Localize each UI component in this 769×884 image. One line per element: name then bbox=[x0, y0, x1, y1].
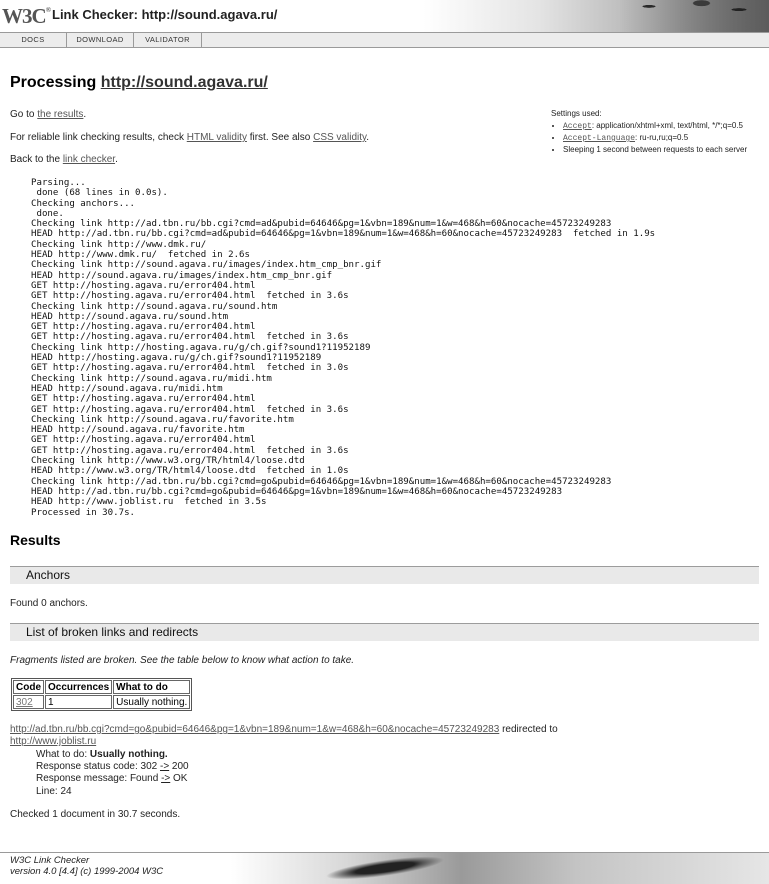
log-line: Checking link http://www.dmk.ru/ bbox=[31, 239, 207, 250]
log-line: Checking anchors... bbox=[31, 198, 136, 209]
log-line: Checking link http://sound.agava.ru/sound.htm bbox=[31, 301, 278, 312]
code-302-link[interactable]: 302 bbox=[16, 696, 33, 708]
processing-url-link[interactable]: http://sound.agava.ru/ bbox=[100, 74, 268, 91]
settings-language bbox=[563, 133, 769, 143]
footer bbox=[0, 852, 769, 884]
back-suffix: . bbox=[115, 154, 118, 165]
message-label: Response message: Found bbox=[36, 773, 162, 785]
redirect-mid-text: redirected to bbox=[499, 724, 558, 735]
status-arrow: -> bbox=[159, 761, 170, 773]
what-to-do-label: What to do: bbox=[36, 749, 90, 760]
status-label: Response status code: 302 bbox=[36, 761, 160, 773]
log-line: Checking link http://ad.tbn.ru/bb.cgi?cmd=ad&pubid=64646&pg=1&vbn=189&num=1&w=468&h=60&nocache=45723249283 bbox=[31, 219, 612, 230]
w3c-logo-text: W3C bbox=[2, 4, 46, 28]
footer-line-2: version 4.0 [4.4] (c) 1999-2004 W3C bbox=[10, 866, 164, 877]
log-line: HEAD http://www.joblist.ru fetched in 3.5s bbox=[31, 497, 267, 508]
reliable-mid: first. See also bbox=[246, 132, 314, 143]
the-results-link[interactable]: the results bbox=[37, 109, 84, 120]
nav-validator[interactable]: VALIDATOR bbox=[134, 33, 202, 47]
line-number: Line: 24 bbox=[36, 785, 72, 797]
log-line: HEAD http://sound.agava.ru/images/index.htm_cmp_bnr.gif bbox=[31, 270, 333, 281]
redirect-from-link[interactable]: http://ad.tbn.ru/bb.cgi?cmd=go&pubid=64646&pg=1&vbn=189&num=1&w=468&h=60&nocache=45723249283 bbox=[10, 724, 500, 735]
table-row bbox=[13, 695, 190, 709]
goto-results-text bbox=[10, 109, 86, 120]
css-validity-link[interactable]: CSS validity bbox=[313, 132, 367, 143]
reliable-prefix: For reliable link checking results, check bbox=[10, 132, 187, 143]
response-message-line bbox=[36, 773, 189, 785]
reliable-suffix: . bbox=[366, 132, 370, 143]
log-line: Checking link http://hosting.agava.ru/g/ch.gif?sound1?11952189 bbox=[31, 342, 371, 353]
log-line: Checking link http://sound.agava.ru/images/index.htm_cmp_bnr.gif bbox=[31, 260, 382, 271]
log-line: GET http://hosting.agava.ru/error404.html bbox=[31, 280, 256, 291]
log-line: GET http://hosting.agava.ru/error404.html bbox=[31, 394, 256, 405]
message-value: OK bbox=[170, 773, 188, 785]
w3c-logo[interactable] bbox=[2, 3, 50, 29]
cell-code bbox=[13, 695, 44, 709]
log-line: GET http://hosting.agava.ru/error404.html bbox=[31, 322, 256, 333]
nav-download[interactable]: DOWNLOAD bbox=[67, 33, 134, 47]
header-occurrences: Occurrences bbox=[45, 680, 112, 694]
validity-text bbox=[10, 132, 369, 143]
redirect-to-link[interactable]: http://www.joblist.ru bbox=[10, 736, 97, 747]
link-checker-link[interactable]: link checker bbox=[62, 154, 116, 165]
status-value: 200 bbox=[169, 761, 189, 773]
broken-links-section-header: List of broken links and redirects bbox=[10, 623, 759, 641]
log-line: HEAD http://www.dmk.ru/ fetched in 2.6s bbox=[31, 250, 250, 261]
progress-log bbox=[31, 178, 769, 518]
footer-text bbox=[10, 855, 163, 877]
log-line: HEAD http://hosting.agava.ru/g/ch.gif?sound1?11952189 bbox=[31, 353, 322, 364]
header-banner bbox=[0, 0, 769, 32]
header-trees-image bbox=[619, 0, 769, 32]
language-value: : ru-ru,ru;q=0.5 bbox=[635, 133, 689, 142]
page-header-title: Link Checker: http://sound.agava.ru/ bbox=[52, 7, 278, 22]
nav-bar bbox=[0, 32, 769, 48]
anchors-section-header: Anchors bbox=[10, 566, 759, 584]
message-arrow: -> bbox=[161, 773, 171, 785]
goto-suffix: . bbox=[83, 109, 87, 120]
log-line: HEAD http://www.w3.org/TR/html4/loose.dtd fetched in 1.0s bbox=[31, 466, 349, 477]
log-line: GET http://hosting.agava.ru/error404.html fetched in 3.0s bbox=[31, 363, 349, 374]
log-line: GET http://hosting.agava.ru/error404.html fetched in 3.6s bbox=[31, 332, 349, 343]
accept-value: : application/xhtml+xml, text/html, */*;q=0.5 bbox=[591, 121, 743, 130]
log-line: HEAD http://sound.agava.ru/midi.htm bbox=[31, 383, 223, 394]
what-to-do-value: Usually nothing. bbox=[89, 749, 168, 760]
response-codes-table bbox=[11, 678, 192, 711]
goto-prefix: Go to bbox=[10, 109, 38, 120]
status-code-line bbox=[36, 761, 189, 773]
nav-docs[interactable]: DOCS bbox=[0, 33, 67, 47]
log-line: Checking link http://sound.agava.ru/midi.htm bbox=[31, 373, 272, 384]
settings-title: Settings used: bbox=[551, 109, 602, 118]
processing-heading bbox=[10, 74, 268, 92]
redirect-details bbox=[36, 749, 189, 798]
language-key[interactable]: Accept-Language bbox=[563, 134, 636, 143]
log-line: Checking link http://sound.agava.ru/favorite.htm bbox=[31, 414, 294, 425]
back-text bbox=[10, 154, 118, 165]
registered-mark: ® bbox=[45, 6, 50, 14]
settings-sleep: • Sleeping 1 second between requests to each server bbox=[563, 145, 769, 154]
log-line: Parsing... bbox=[31, 178, 86, 188]
log-line: GET http://hosting.agava.ru/error404.html bbox=[31, 435, 256, 446]
fragments-note: Fragments listed are broken. See the table below to know what action to take. bbox=[10, 655, 355, 666]
log-line: GET http://hosting.agava.ru/error404.html fetched in 3.6s bbox=[31, 404, 349, 415]
log-line: HEAD http://ad.tbn.ru/bb.cgi?cmd=go&pubid=64646&pg=1&vbn=189&num=1&w=468&h=60&nocache=45723249283 bbox=[31, 486, 563, 497]
log-line: done (68 lines in 0.0s). bbox=[31, 188, 168, 199]
log-line: GET http://hosting.agava.ru/error404.html fetched in 3.6s bbox=[31, 445, 349, 456]
log-line: done. bbox=[31, 208, 64, 219]
table-header-row bbox=[13, 680, 190, 694]
footer-line-1: W3C Link Checker bbox=[10, 855, 90, 866]
log-line: GET http://hosting.agava.ru/error404.html fetched in 3.6s bbox=[31, 291, 349, 302]
log-line: HEAD http://ad.tbn.ru/bb.cgi?cmd=ad&pubid=64646&pg=1&vbn=189&num=1&w=468&h=60&nocache=45723249283 fetched in 1.9s bbox=[31, 229, 656, 240]
results-heading: Results bbox=[10, 532, 61, 548]
log-line: HEAD http://sound.agava.ru/favorite.htm bbox=[31, 425, 245, 436]
settings-list bbox=[551, 121, 769, 154]
back-prefix: Back to the bbox=[10, 154, 63, 165]
settings-accept bbox=[563, 121, 769, 131]
log-line: Checking link http://ad.tbn.ru/bb.cgi?cmd=go&pubid=64646&pg=1&vbn=189&num=1&w=468&h=60&nocache=45723249283 bbox=[31, 476, 612, 487]
log-line: Processed in 30.7s. bbox=[31, 507, 136, 518]
footer-canoe-image bbox=[324, 852, 445, 884]
checked-summary: Checked 1 document in 30.7 seconds. bbox=[10, 809, 181, 820]
accept-key[interactable]: Accept bbox=[563, 122, 592, 131]
settings-panel bbox=[551, 109, 769, 156]
what-to-do-line bbox=[36, 749, 189, 761]
anchors-found-text: Found 0 anchors. bbox=[10, 598, 88, 609]
cell-occurrences: 1 bbox=[45, 695, 112, 709]
header-what-to-do: What to do bbox=[113, 680, 190, 694]
header-code: Code bbox=[13, 680, 44, 694]
redirect-entry bbox=[10, 724, 760, 748]
processing-prefix: Processing bbox=[10, 74, 97, 91]
log-line: Checking link http://www.w3.org/TR/html4/loose.dtd bbox=[31, 456, 305, 467]
cell-action: Usually nothing. bbox=[113, 695, 190, 709]
html-validity-link[interactable]: HTML validity bbox=[186, 132, 247, 143]
log-line: HEAD http://sound.agava.ru/sound.htm bbox=[31, 311, 229, 322]
